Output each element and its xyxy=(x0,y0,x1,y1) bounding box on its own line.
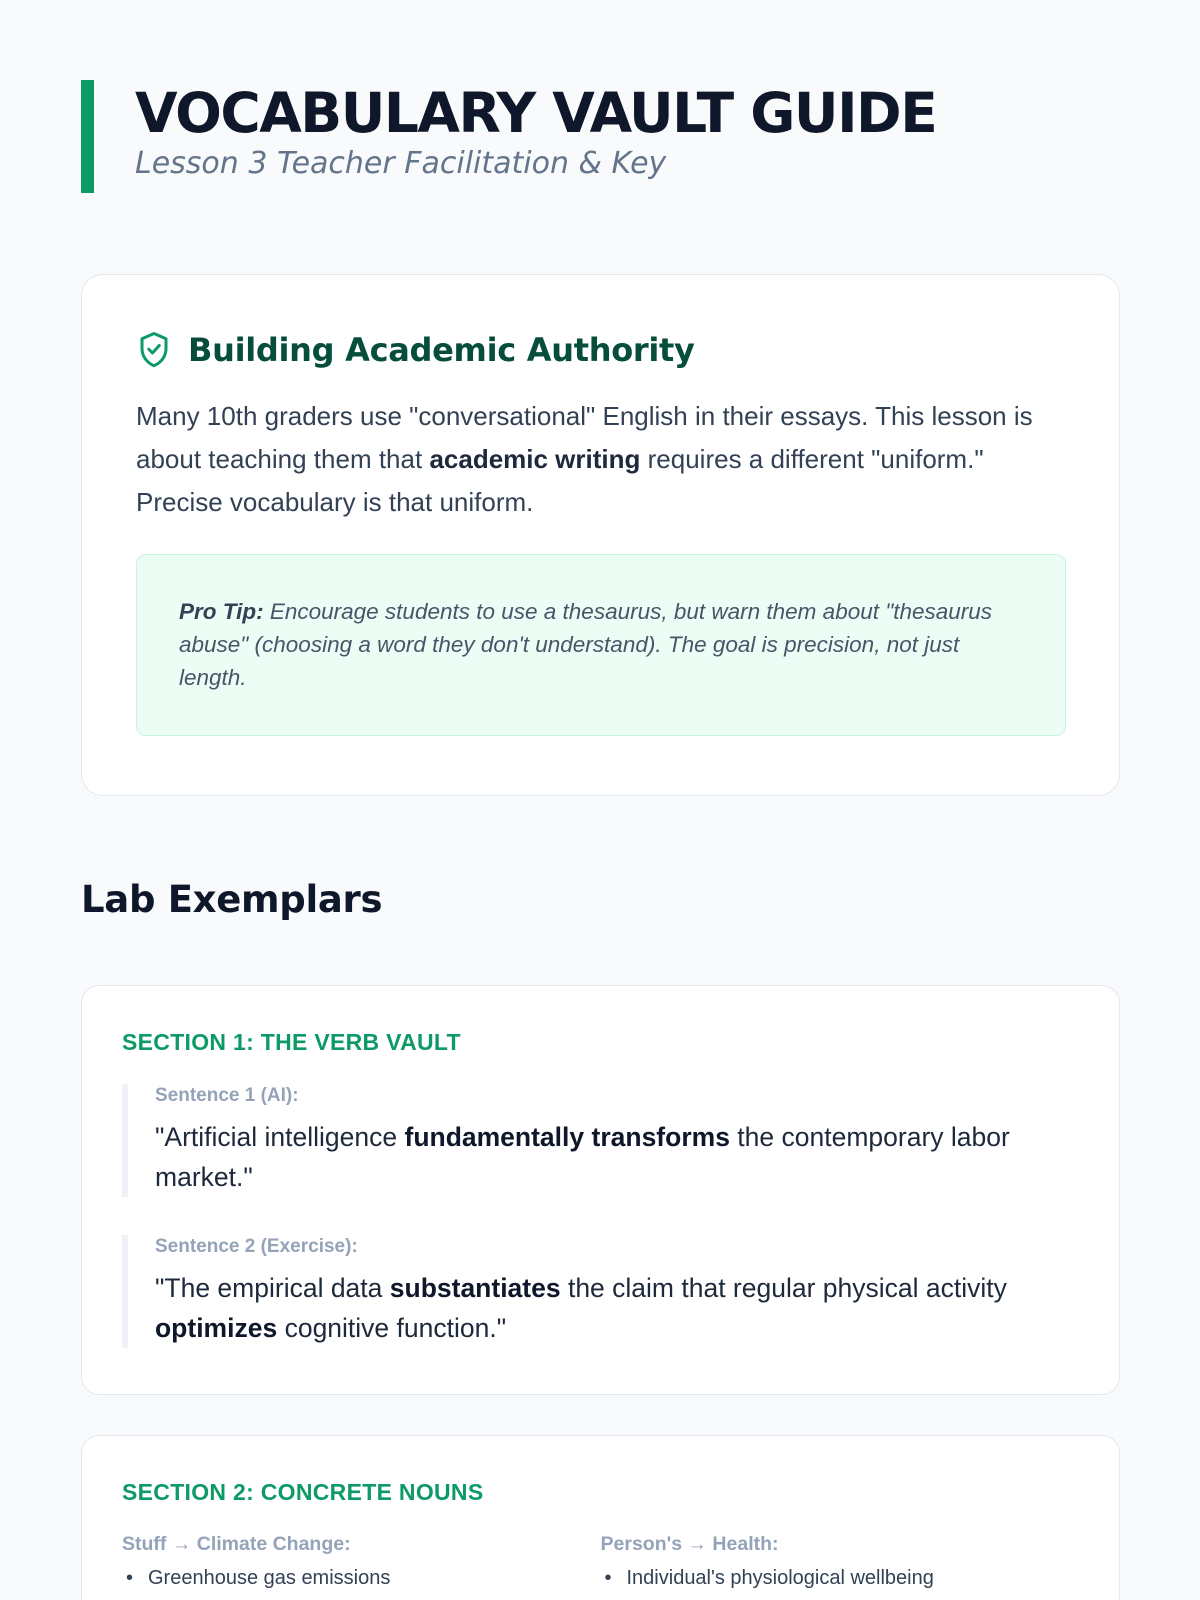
sentence-2-text xyxy=(155,1268,1079,1348)
sentence-1-label: Sentence 1 (AI): xyxy=(155,1085,299,1106)
sentence-2-block xyxy=(122,1235,1079,1348)
section-2-card xyxy=(81,1435,1120,1600)
guide-header xyxy=(81,80,1120,194)
noun-list xyxy=(122,1564,601,1592)
section-1-card xyxy=(81,985,1120,1395)
lab-exemplars-heading: Lab Exemplars xyxy=(81,878,383,921)
page-subtitle: Lesson 3 Teacher Facilitation & Key xyxy=(135,146,667,181)
intro-text-bold: academic writing xyxy=(429,444,641,474)
noun-column-label: Person's → Health: xyxy=(600,1533,779,1555)
sentence-text-part: "The empirical data xyxy=(155,1273,390,1303)
header-accent-bar xyxy=(81,80,94,193)
list-item: • Individual's physiological wellbeing xyxy=(601,1564,1080,1592)
intro-card xyxy=(81,274,1120,796)
intro-title: Building Academic Authority xyxy=(188,331,695,369)
sentence-1-block xyxy=(122,1084,1079,1197)
sentence-bold: optimizes xyxy=(155,1313,278,1343)
noun-column-label: Stuff → Climate Change: xyxy=(122,1533,351,1555)
sentence-text-part: the claim that regular physical activity xyxy=(560,1273,1007,1303)
pro-tip-text: Encourage students to use a thesaurus, but warn them about "thesaurus abuse" (choosing a word they don't understand). The goal is precision, not just length. xyxy=(179,599,993,690)
section-1-title: SECTION 1: THE VERB VAULT xyxy=(122,1029,461,1055)
intro-heading xyxy=(136,329,1065,371)
sentence-text-part: the contemporary labor market." xyxy=(155,1122,1010,1192)
noun-columns xyxy=(122,1532,1079,1592)
sentence-text-part: "Artificial intelligence xyxy=(155,1122,405,1152)
page-title: VOCABULARY VAULT GUIDE xyxy=(135,81,937,145)
sentence-text-part: cognitive function." xyxy=(277,1313,507,1343)
intro-text-part: Many 10th graders use "conversational" English in their essays. This lesson is about teaching them that xyxy=(136,401,1033,474)
list-item: • Greenhouse gas emissions xyxy=(122,1564,601,1592)
intro-paragraph xyxy=(136,395,1066,524)
section-2-title: SECTION 2: CONCRETE NOUNS xyxy=(122,1479,484,1505)
noun-list xyxy=(601,1564,1080,1592)
sentence-bold: substantiates xyxy=(389,1273,561,1303)
pro-tip-box xyxy=(136,554,1066,736)
document-page xyxy=(81,80,1120,1589)
noun-column-left xyxy=(122,1532,601,1592)
pro-tip-label: Pro Tip: xyxy=(179,599,264,624)
sentence-2-label: Sentence 2 (Exercise): xyxy=(155,1236,358,1257)
sentence-1-text xyxy=(155,1117,1079,1197)
sentence-bold: fundamentally transforms xyxy=(404,1122,730,1152)
noun-column-right xyxy=(601,1532,1080,1592)
intro-text-part: requires a different "uniform." Precise vocabulary is that uniform. xyxy=(136,444,984,517)
shield-check-icon xyxy=(136,330,172,370)
